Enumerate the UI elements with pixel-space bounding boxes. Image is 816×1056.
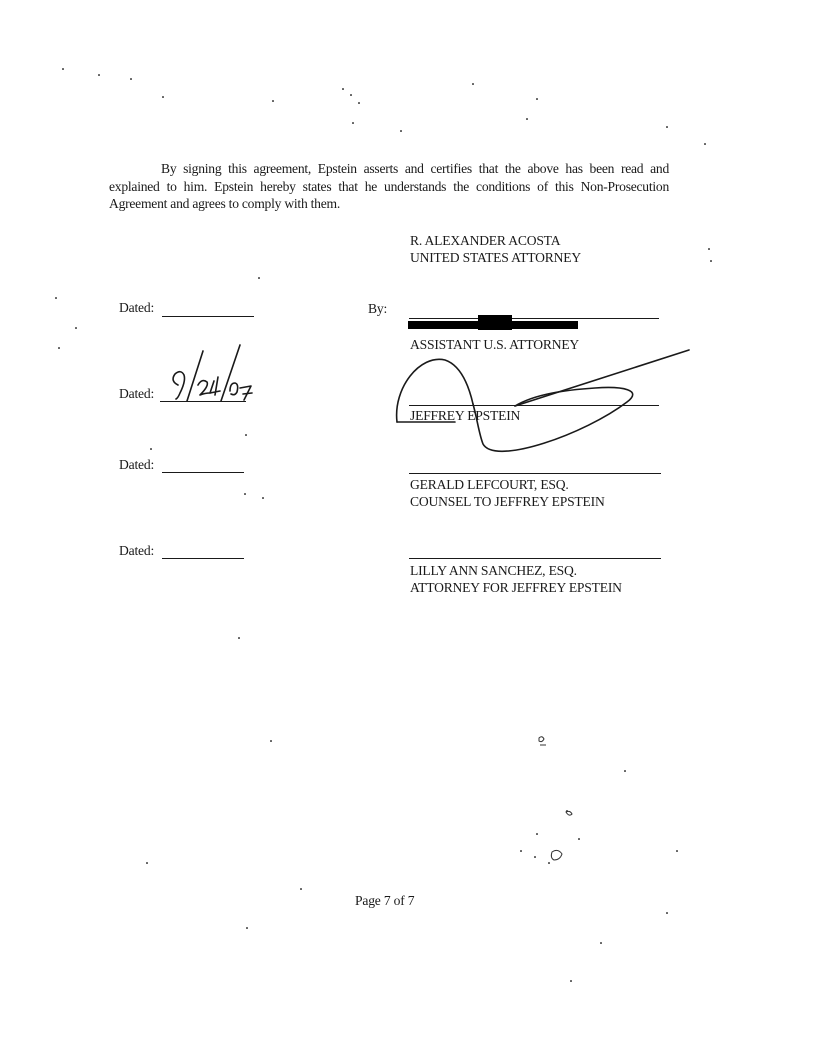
signatory-label: LILLY ANN SANCHEZ, ESQ. (410, 563, 577, 578)
signatory-sub-label: COUNSEL TO JEFFREY EPSTEIN (410, 494, 605, 509)
signature-image (395, 348, 695, 463)
signatory-sub-label: ATTORNEY FOR JEFFREY EPSTEIN (410, 580, 622, 595)
dated-label: Dated: (119, 300, 155, 315)
signatory-label: ASSISTANT U.S. ATTORNEY (410, 337, 580, 352)
us-attorney-title: UNITED STATES ATTORNEY (410, 250, 581, 265)
date-line[interactable] (162, 558, 244, 559)
dated-label: Dated: (119, 386, 155, 401)
handwritten-date-image (160, 343, 260, 403)
page-number: Page 7 of 7 (355, 893, 415, 908)
signatory-label: JEFFREY EPSTEIN (410, 408, 521, 423)
date-line[interactable] (162, 472, 244, 473)
signature-line[interactable] (409, 318, 659, 319)
us-attorney-name: R. ALEXANDER ACOSTA (410, 233, 561, 248)
redaction-bar (478, 315, 512, 330)
signature-line[interactable] (409, 558, 661, 559)
agreement-paragraph: By signing this agreement, Epstein asserts and certifies that the above has been read and explained to him. Epstein hereby states that he understands the conditions of this Non-Prosecution Agreement and agrees to comply with them. (109, 161, 669, 211)
by-label: By: (368, 301, 388, 316)
signature-line[interactable] (409, 473, 661, 474)
dated-label: Dated: (119, 543, 155, 558)
date-line[interactable] (162, 316, 254, 317)
dated-label: Dated: (119, 457, 155, 472)
signatory-label: GERALD LEFCOURT, ESQ. (410, 477, 569, 492)
